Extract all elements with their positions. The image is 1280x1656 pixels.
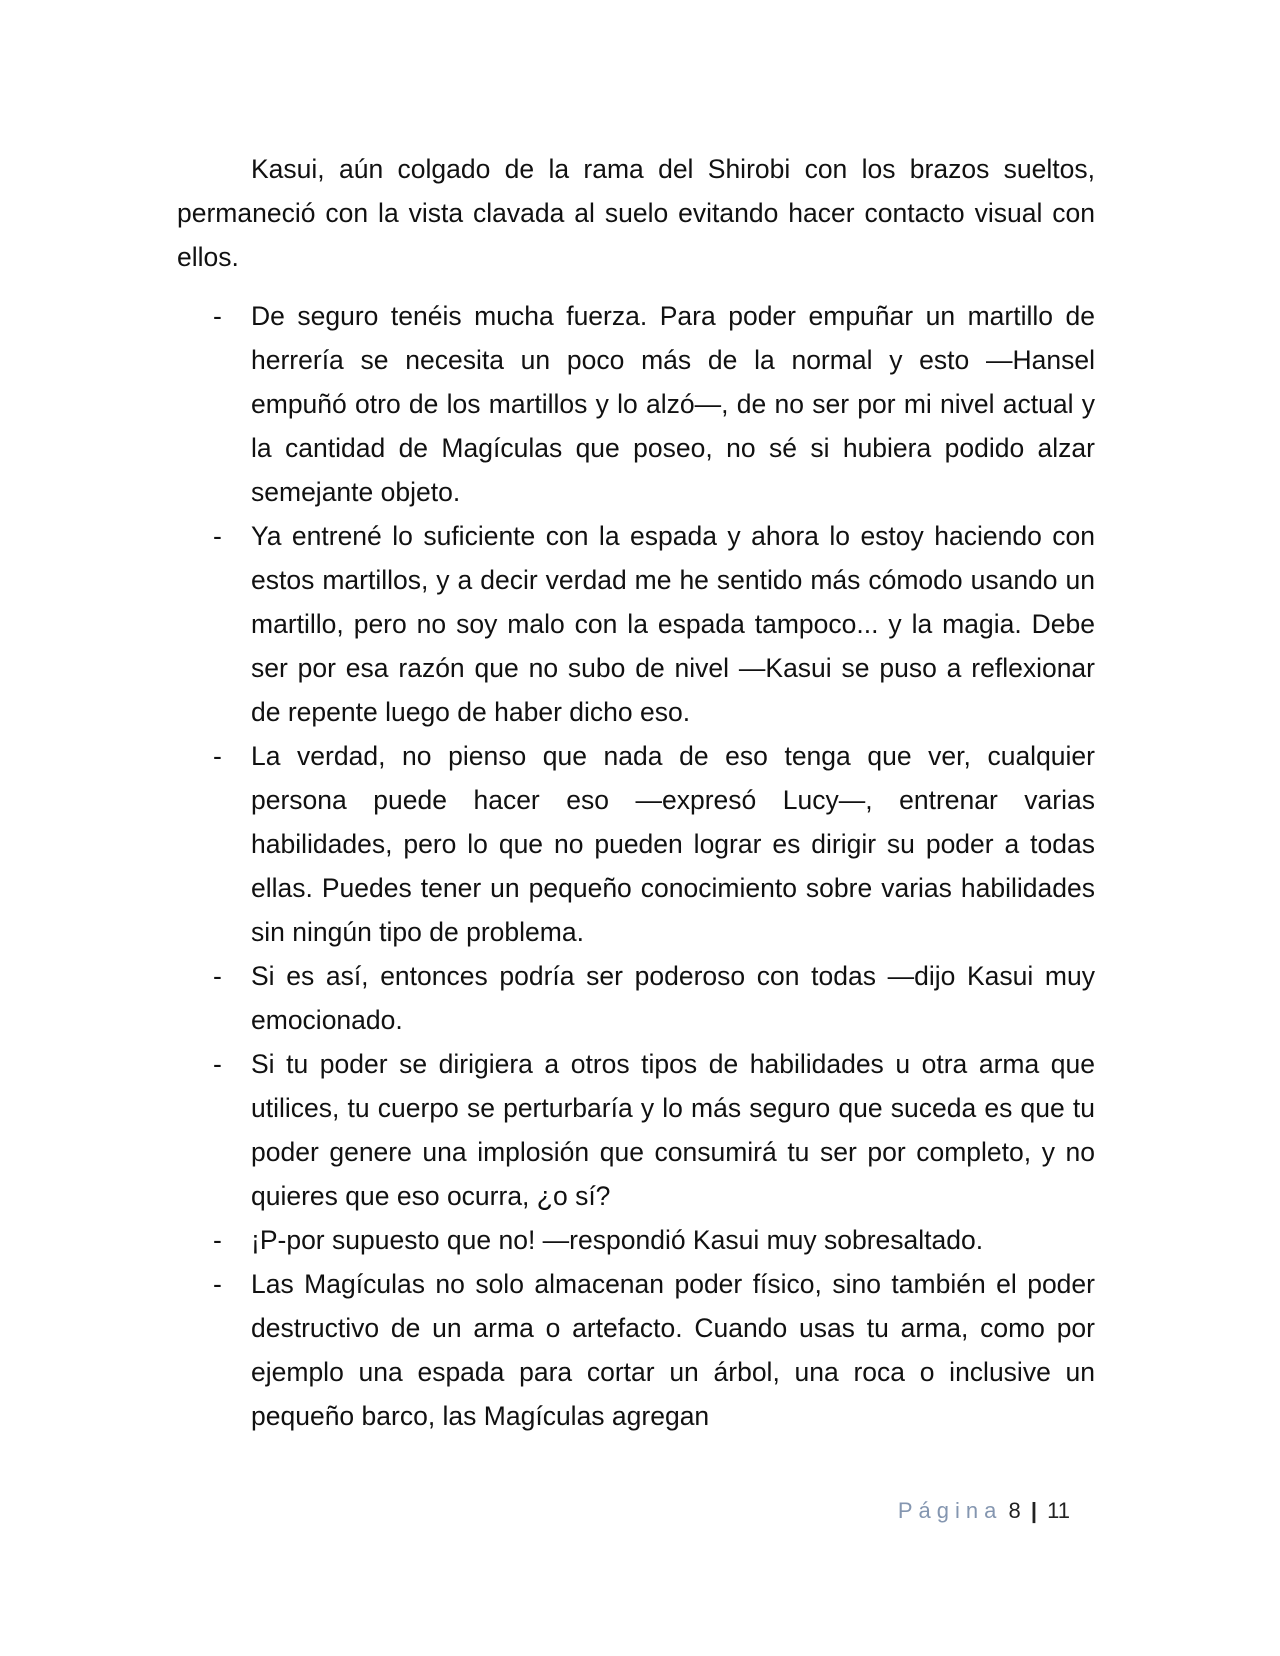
dialogue-item bbox=[177, 1262, 1095, 1438]
dialogue-dash: - bbox=[213, 1049, 222, 1079]
dialogue-text: Ya entrené lo suficiente con la espada y ahora lo estoy haciendo con estos martillos, y a decir verdad me he sentido más cómodo usando un martillo, pero no soy malo con la espada tampoco... y la magia. Debe ser por esa razón que no subo de nivel —Kasui se puso a reflexionar de repente luego de haber dicho eso. bbox=[251, 521, 1095, 727]
dialogue-text: Si tu poder se dirigiera a otros tipos de habilidades u otra arma que utilices, tu cuerpo se perturbaría y lo más seguro que suceda es que tu poder genere una implosión que consumirá tu ser por completo, y no quieres que eso ocurra, ¿o sí? bbox=[251, 1049, 1095, 1211]
dialogue-text: Las Magículas no solo almacenan poder físico, sino también el poder destructivo de un arma o artefacto. Cuando usas tu arma, como por ejemplo una espada para cortar un árbol, una roca o inclusive un pequeño barco, las Magículas agregan bbox=[251, 1269, 1095, 1431]
intro-paragraph: Kasui, aún colgado de la rama del Shirobi con los brazos sueltos, permaneció con la vista clavada al suelo evitando hacer contacto visual con ellos. bbox=[177, 154, 1095, 272]
dialogue-text: ¡P-por supuesto que no! —respondió Kasui muy sobresaltado. bbox=[251, 1225, 984, 1255]
page-body bbox=[177, 147, 1095, 1438]
dialogue-item bbox=[177, 1218, 1095, 1262]
footer-page-total: 11 bbox=[1047, 1498, 1070, 1523]
footer-page-number: 8 bbox=[1008, 1498, 1021, 1523]
dialogue-dash: - bbox=[213, 301, 222, 331]
dialogue-item bbox=[177, 954, 1095, 1042]
dialogue-dash: - bbox=[213, 741, 222, 771]
dialogue-text: La verdad, no pienso que nada de eso tenga que ver, cualquier persona puede hacer eso —expresó Lucy—, entrenar varias habilidades, pero lo que no pueden lograr es dirigir su poder a todas ellas. Puedes tener un pequeño conocimiento sobre varias habilidades sin ningún tipo de problema. bbox=[251, 741, 1095, 947]
dialogue-dash: - bbox=[213, 961, 222, 991]
dialogue-item bbox=[177, 1042, 1095, 1218]
page-footer bbox=[0, 1496, 1070, 1526]
dialogue-list bbox=[177, 294, 1095, 1438]
dialogue-item bbox=[177, 514, 1095, 734]
dialogue-text: Si es así, entonces podría ser poderoso con todas —dijo Kasui muy emocionado. bbox=[251, 961, 1095, 1035]
dialogue-text: De seguro tenéis mucha fuerza. Para poder empuñar un martillo de herrería se necesita un poco más de la normal y esto —Hansel empuñó otro de los martillos y lo alzó—, de no ser por mi nivel actual y la cantidad de Magículas que poseo, no sé si hubiera podido alzar semejante objeto. bbox=[251, 301, 1095, 507]
footer-separator: | bbox=[1030, 1498, 1038, 1523]
dialogue-dash: - bbox=[213, 1269, 222, 1299]
footer-page-label: Página bbox=[897, 1498, 1003, 1523]
dialogue-dash: - bbox=[213, 521, 222, 551]
dialogue-item bbox=[177, 294, 1095, 514]
dialogue-dash: - bbox=[213, 1225, 222, 1255]
dialogue-item bbox=[177, 734, 1095, 954]
